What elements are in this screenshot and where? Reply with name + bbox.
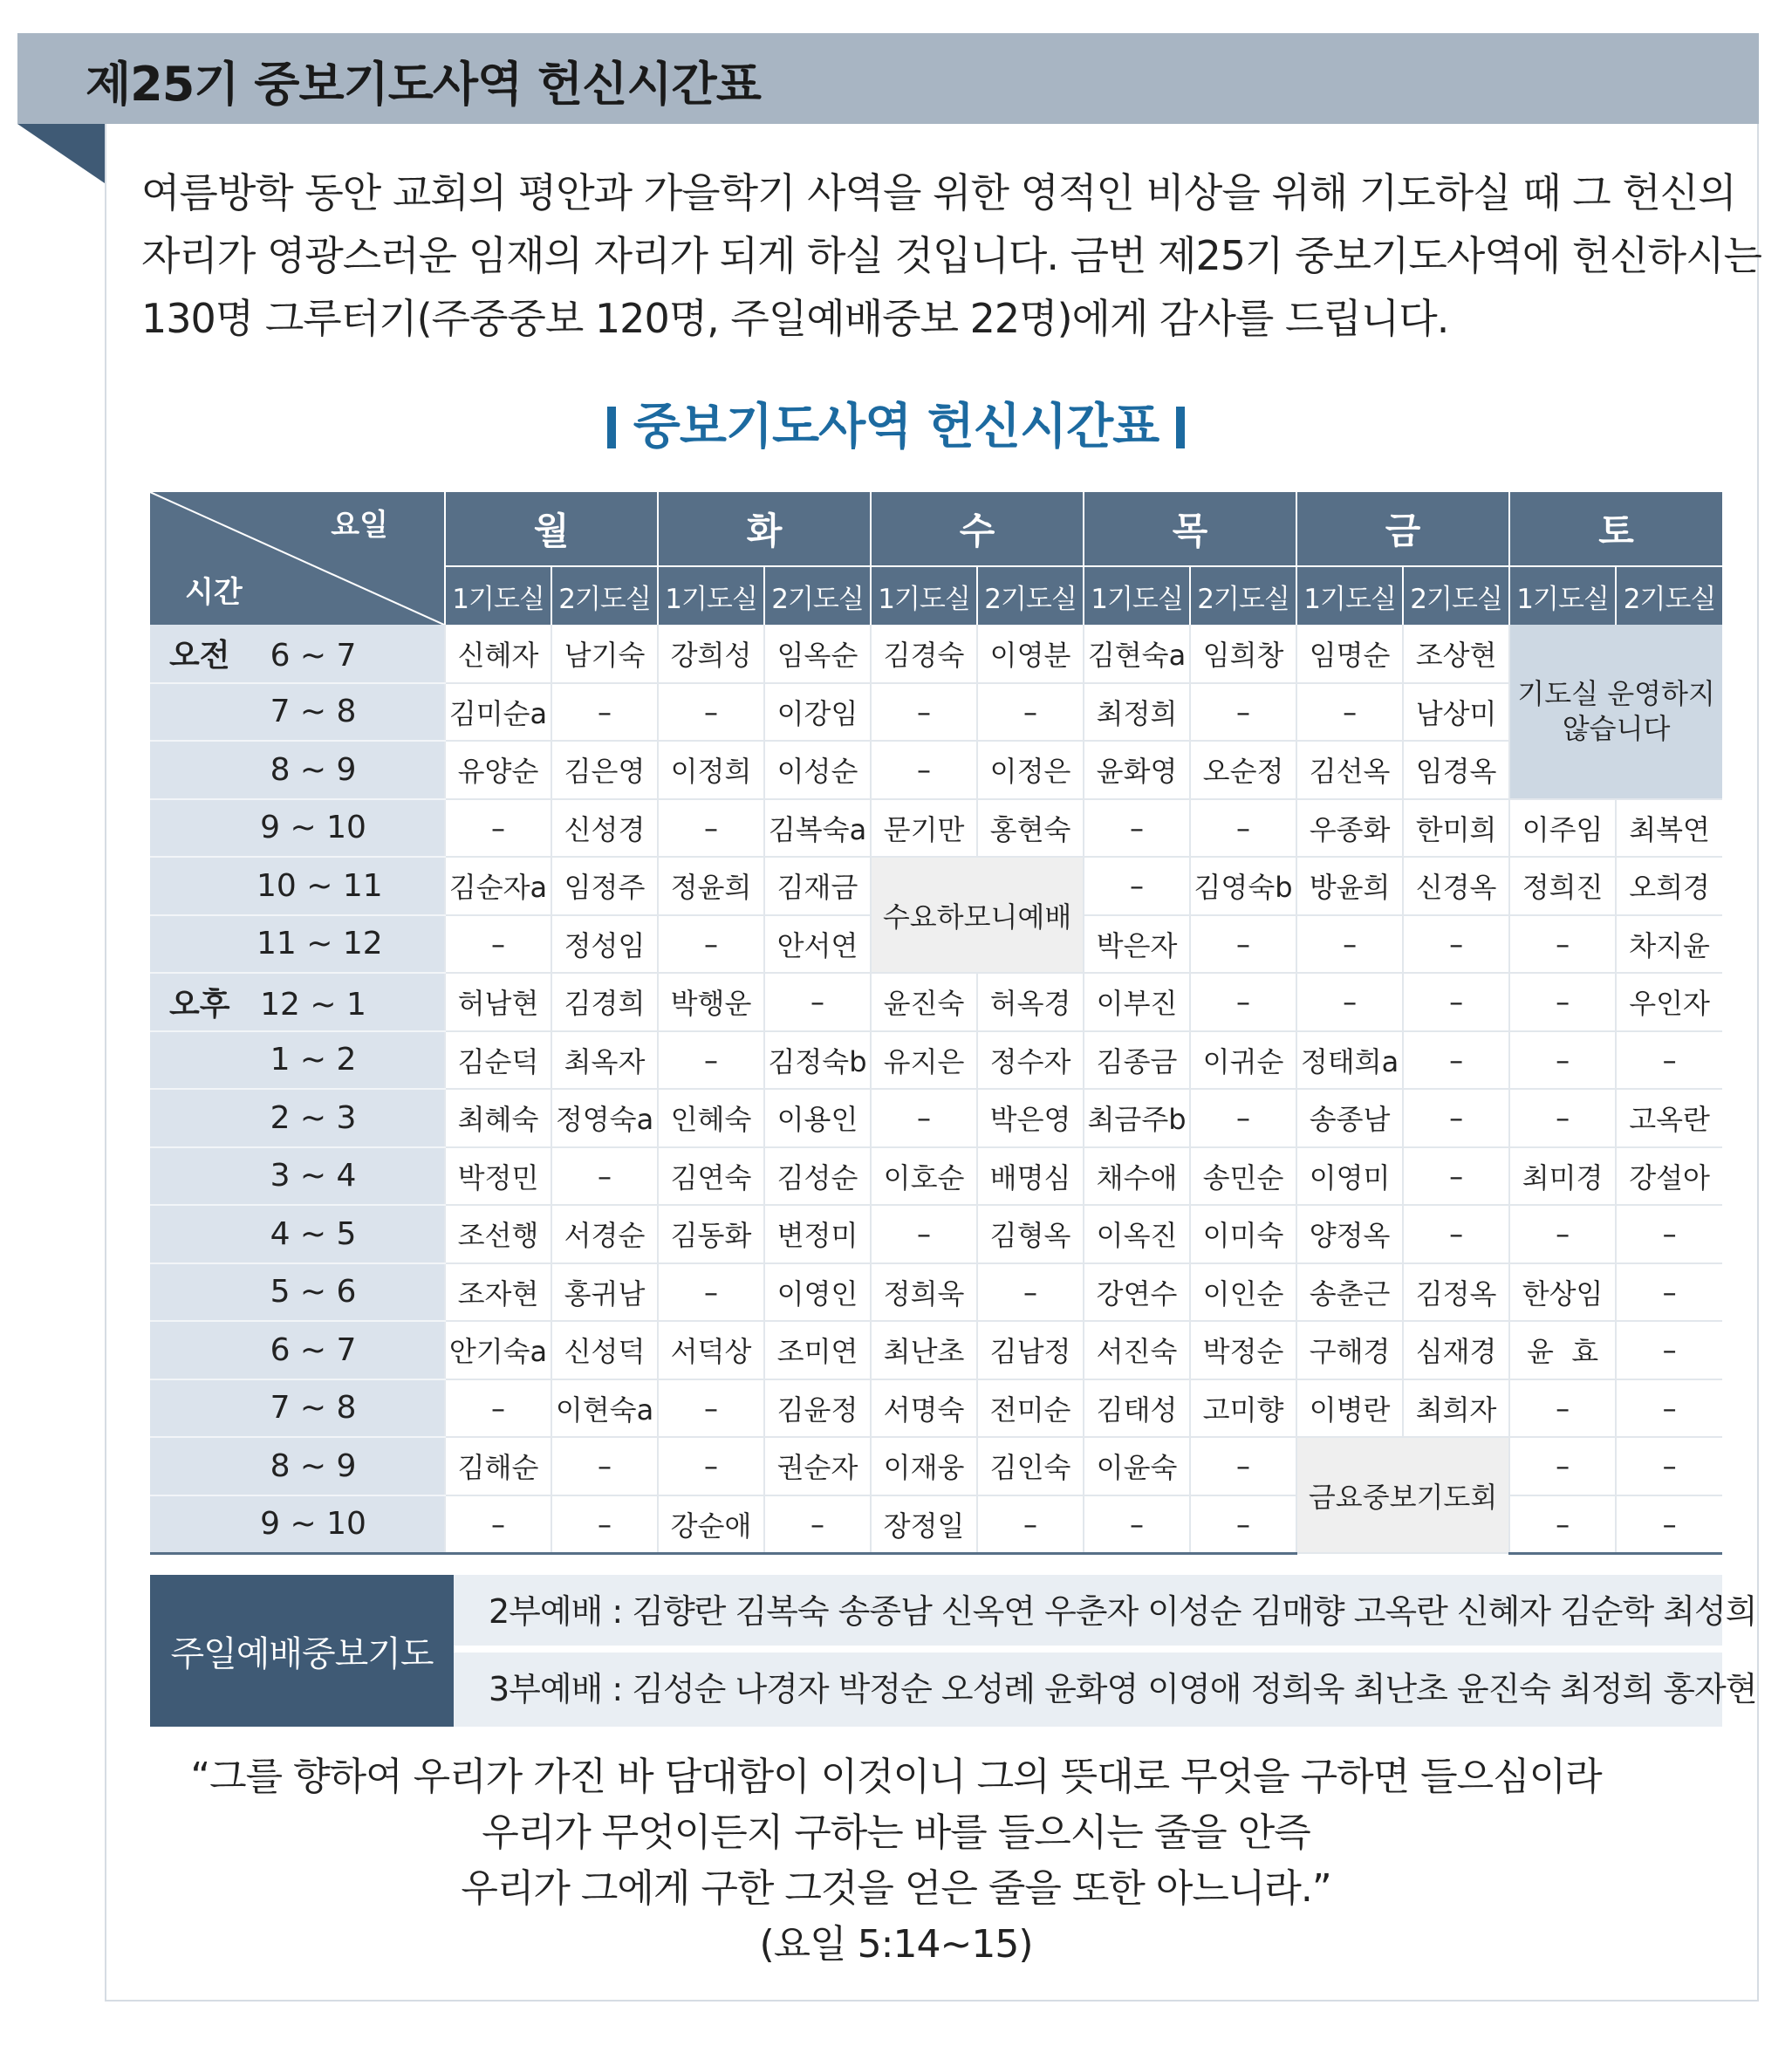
volunteer-cell: 임경옥	[1403, 741, 1509, 799]
volunteer-cell: 조상현	[1403, 625, 1509, 683]
volunteer-cell: 김정숙b	[764, 1031, 871, 1090]
volunteer-cell: 김은영	[551, 741, 658, 799]
volunteer-cell: –	[551, 683, 658, 742]
volunteer-cell: –	[1509, 1031, 1616, 1090]
volunteer-cell: –	[1190, 683, 1296, 742]
volunteer-cell: –	[658, 799, 764, 858]
volunteer-cell: 윤화영	[1084, 741, 1190, 799]
volunteer-cell: –	[1403, 1147, 1509, 1206]
volunteer-cell: –	[1616, 1379, 1722, 1438]
volunteer-cell: 강희성	[658, 625, 764, 683]
volunteer-cell: –	[871, 1205, 977, 1263]
room-header: 1기도실	[1084, 566, 1190, 625]
volunteer-cell: 최복연	[1616, 799, 1722, 858]
volunteer-cell: 이호순	[871, 1147, 977, 1206]
title-fold-decoration	[17, 124, 105, 183]
volunteer-cell: –	[445, 915, 551, 974]
verse-line: 우리가 무엇이든지 구하는 바를 들으시는 줄을 안즉	[482, 1810, 1310, 1855]
volunteer-cell: 박은자	[1084, 915, 1190, 974]
corner-day-label: 요일	[331, 508, 388, 543]
volunteer-cell: 임명순	[1296, 625, 1403, 683]
room-header: 1기도실	[658, 566, 764, 625]
volunteer-cell: 송종남	[1296, 1089, 1403, 1147]
volunteer-cell: 최미경	[1509, 1147, 1616, 1206]
volunteer-cell: 김동화	[658, 1205, 764, 1263]
volunteer-cell: 김태성	[1084, 1379, 1190, 1438]
volunteer-cell: 신혜자	[445, 625, 551, 683]
time-slot	[150, 1495, 445, 1554]
volunteer-cell: –	[1616, 1495, 1722, 1554]
volunteer-cell: 유양순	[445, 741, 551, 799]
volunteer-cell: 변정미	[764, 1205, 871, 1263]
volunteer-cell: 이영분	[977, 625, 1084, 683]
day-header: 월	[445, 492, 658, 566]
volunteer-cell: 이영미	[1296, 1147, 1403, 1206]
scripture-verse	[0, 1749, 1792, 1973]
period-label: 오전	[169, 638, 230, 674]
volunteer-cell: 조자현	[445, 1263, 551, 1322]
volunteer-cell: 이옥진	[1084, 1205, 1190, 1263]
time-range: 7 ~ 8	[270, 694, 357, 730]
time-range: 3 ~ 4	[270, 1158, 357, 1194]
volunteer-cell: 한미희	[1403, 799, 1509, 858]
volunteer-cell: 신경옥	[1403, 857, 1509, 915]
volunteer-cell: 홍귀남	[551, 1263, 658, 1322]
volunteer-cell: –	[871, 1089, 977, 1147]
volunteer-cell: 신성경	[551, 799, 658, 858]
intro-line: 여름방학 동안 교회의 평안과 가을학기 사역을 위한 영적인 비상을 위해 기도하실 때 그 헌신의	[141, 169, 1736, 216]
volunteer-cell: 서덕상	[658, 1321, 764, 1379]
verse-reference: (요일 5:14~15)	[759, 1922, 1033, 1967]
volunteer-cell: 배명심	[977, 1147, 1084, 1206]
table-row	[150, 1205, 1722, 1263]
volunteer-cell: 송민순	[1190, 1147, 1296, 1206]
volunteer-cell: 우인자	[1616, 973, 1722, 1031]
day-header: 화	[658, 492, 871, 566]
volunteer-cell: 김경희	[551, 973, 658, 1031]
volunteer-cell: 정수자	[977, 1031, 1084, 1090]
time-slot	[150, 683, 445, 742]
time-range: 8 ~ 9	[270, 751, 357, 788]
volunteer-cell: –	[1403, 973, 1509, 1031]
volunteer-cell: 최정희	[1084, 683, 1190, 742]
volunteer-cell: 이주임	[1509, 799, 1616, 858]
volunteer-cell: 임옥순	[764, 625, 871, 683]
volunteer-cell: 이용인	[764, 1089, 871, 1147]
volunteer-cell: 강설아	[1616, 1147, 1722, 1206]
volunteer-cell: 김형옥	[977, 1205, 1084, 1263]
volunteer-cell: –	[1616, 1437, 1722, 1495]
volunteer-cell: 김연숙	[658, 1147, 764, 1206]
verse-line: “그를 향하여 우리가 가진 바 담대함이 이것이니 그의 뜻대로 무엇을 구하면 들으심이라	[190, 1755, 1602, 1799]
saturday-closed-notice: 기도실 운영하지 않습니다	[1509, 625, 1722, 799]
volunteer-cell: –	[1509, 1437, 1616, 1495]
volunteer-cell: –	[445, 1379, 551, 1438]
volunteer-cell: 윤 효	[1509, 1321, 1616, 1379]
volunteer-cell: 남상미	[1403, 683, 1509, 742]
volunteer-cell: 이인순	[1190, 1263, 1296, 1322]
day-header: 금	[1296, 492, 1509, 566]
time-range: 6 ~ 7	[270, 638, 357, 674]
volunteer-cell: –	[658, 1031, 764, 1090]
volunteer-cell: 김정옥	[1403, 1263, 1509, 1322]
time-slot	[150, 1147, 445, 1206]
time-range: 10 ~ 11	[256, 867, 383, 904]
volunteer-cell: –	[658, 1263, 764, 1322]
time-slot	[150, 915, 445, 974]
volunteer-cell: 최난초	[871, 1321, 977, 1379]
volunteer-cell: –	[1403, 915, 1509, 974]
volunteer-cell: –	[658, 683, 764, 742]
volunteer-cell: –	[551, 1147, 658, 1206]
volunteer-cell: 한상임	[1509, 1263, 1616, 1322]
volunteer-cell: –	[1190, 1495, 1296, 1554]
volunteer-cell: –	[1403, 1089, 1509, 1147]
volunteer-cell: –	[1509, 1205, 1616, 1263]
volunteer-cell: 임정주	[551, 857, 658, 915]
volunteer-cell: 서경순	[551, 1205, 658, 1263]
volunteer-cell: 강연수	[1084, 1263, 1190, 1322]
volunteer-cell: 송춘근	[1296, 1263, 1403, 1322]
volunteer-cell: 김인숙	[977, 1437, 1084, 1495]
volunteer-cell: 허남현	[445, 973, 551, 1031]
volunteer-cell: 권순자	[764, 1437, 871, 1495]
volunteer-cell: –	[764, 1495, 871, 1554]
time-range: 9 ~ 10	[260, 1506, 366, 1542]
heading-bar-left	[607, 407, 616, 448]
day-header-row	[150, 492, 1722, 566]
volunteer-cell: 이현숙a	[551, 1379, 658, 1438]
table-row	[150, 1321, 1722, 1379]
volunteer-cell: 정윤희	[658, 857, 764, 915]
volunteer-cell: –	[445, 799, 551, 858]
time-slot	[150, 1031, 445, 1090]
intro-line: 자리가 영광스러운 임재의 자리가 되게 하실 것입니다. 금번 제25기 중보기도사역에 헌신하시는	[141, 232, 1761, 279]
volunteer-cell: 홍현숙	[977, 799, 1084, 858]
volunteer-cell: 김순자a	[445, 857, 551, 915]
time-slot	[150, 625, 445, 683]
room-header: 1기도실	[1296, 566, 1403, 625]
volunteer-cell: 김남정	[977, 1321, 1084, 1379]
volunteer-cell: 조미연	[764, 1321, 871, 1379]
room-header: 2기도실	[1616, 566, 1722, 625]
volunteer-cell: 윤진숙	[871, 973, 977, 1031]
period-label: 오후	[169, 986, 230, 1023]
volunteer-cell: 임희창	[1190, 625, 1296, 683]
volunteer-cell: –	[445, 1495, 551, 1554]
volunteer-cell: 강순애	[658, 1495, 764, 1554]
time-range: 6 ~ 7	[270, 1331, 357, 1368]
sunday-prayer-box	[150, 1575, 1757, 1727]
table-row	[150, 973, 1722, 1031]
room-header: 2기도실	[551, 566, 658, 625]
time-slot	[150, 857, 445, 915]
volunteer-cell: 최옥자	[551, 1031, 658, 1090]
room-header: 2기도실	[1403, 566, 1509, 625]
volunteer-cell: –	[977, 1495, 1084, 1554]
table-row	[150, 683, 1722, 742]
intro-line: 130명 그루터기(주중중보 120명, 주일예배중보 22명)에게 감사를 드립니다.	[141, 295, 1449, 342]
volunteer-cell: 정영숙a	[551, 1089, 658, 1147]
volunteer-cell: –	[1509, 1089, 1616, 1147]
time-range: 9 ~ 10	[260, 810, 366, 846]
schedule-heading-text: 중보기도사역 헌신시간표	[633, 399, 1159, 455]
corner-time-label: 시간	[185, 575, 243, 610]
volunteer-cell: 신성덕	[551, 1321, 658, 1379]
title-bar	[17, 33, 1759, 124]
time-slot	[150, 973, 445, 1031]
volunteer-cell: –	[1616, 1205, 1722, 1263]
volunteer-cell: 오희경	[1616, 857, 1722, 915]
time-range: 8 ~ 9	[270, 1447, 357, 1484]
sunday-prayer-label: 주일예배중보기도	[150, 1575, 454, 1727]
volunteer-cell: 이윤숙	[1084, 1437, 1190, 1495]
volunteer-cell: 박은영	[977, 1089, 1084, 1147]
volunteer-cell: –	[1403, 1205, 1509, 1263]
volunteer-cell: –	[1509, 1379, 1616, 1438]
volunteer-cell: –	[1403, 1031, 1509, 1090]
volunteer-cell: 서진숙	[1084, 1321, 1190, 1379]
time-slot	[150, 1205, 445, 1263]
volunteer-cell: 김해순	[445, 1437, 551, 1495]
time-range: 1 ~ 2	[270, 1042, 357, 1078]
day-header: 토	[1509, 492, 1722, 566]
wednesday-harmony-service: 수요하모니예배	[871, 857, 1084, 973]
volunteer-cell: –	[1190, 799, 1296, 858]
corner-header	[150, 492, 445, 625]
volunteer-cell: 김윤정	[764, 1379, 871, 1438]
volunteer-cell: 최희자	[1403, 1379, 1509, 1438]
verse-line: 우리가 그에게 구한 그것을 얻은 줄을 또한 아느니라.”	[461, 1866, 1331, 1911]
volunteer-cell: –	[1084, 1495, 1190, 1554]
volunteer-cell: –	[1616, 1263, 1722, 1322]
volunteer-cell: 안서연	[764, 915, 871, 974]
volunteer-cell: 김영숙b	[1190, 857, 1296, 915]
volunteer-cell: 채수애	[1084, 1147, 1190, 1206]
day-header: 수	[871, 492, 1084, 566]
volunteer-cell: 이정희	[658, 741, 764, 799]
schedule-heading	[0, 388, 1792, 458]
volunteer-cell: 구해경	[1296, 1321, 1403, 1379]
volunteer-cell: 최금주b	[1084, 1089, 1190, 1147]
volunteer-cell: 이미숙	[1190, 1205, 1296, 1263]
volunteer-cell: –	[551, 1437, 658, 1495]
time-range: 5 ~ 6	[270, 1274, 357, 1310]
volunteer-cell: 박행운	[658, 973, 764, 1031]
intro-paragraph	[141, 161, 1761, 350]
service3-list: 3부예배 : 김성순 나경자 박정순 오성례 윤화영 이영애 정희욱 최난초 윤진숙 최정희 홍자현	[454, 1653, 1722, 1727]
volunteer-cell: –	[1084, 799, 1190, 858]
volunteer-cell: 김미순a	[445, 683, 551, 742]
volunteer-cell: –	[1296, 683, 1403, 742]
table-row	[150, 1147, 1722, 1206]
volunteer-cell: –	[1190, 973, 1296, 1031]
time-slot	[150, 799, 445, 858]
time-slot	[150, 1437, 445, 1495]
friday-prayer-meeting: 금요중보기도회	[1296, 1437, 1509, 1553]
volunteer-cell: 김경숙	[871, 625, 977, 683]
service2-list: 2부예배 : 김향란 김복숙 송종남 신옥연 우춘자 이성순 김매향 고옥란 신혜자 김순학 최성희	[454, 1575, 1722, 1649]
volunteer-cell: 이병란	[1296, 1379, 1403, 1438]
volunteer-cell: 김성순	[764, 1147, 871, 1206]
room-header: 2기도실	[764, 566, 871, 625]
table-row	[150, 625, 1722, 683]
volunteer-cell: –	[1190, 915, 1296, 974]
volunteer-cell: –	[1190, 1437, 1296, 1495]
volunteer-cell: 김재금	[764, 857, 871, 915]
volunteer-cell: 방윤희	[1296, 857, 1403, 915]
time-slot	[150, 741, 445, 799]
volunteer-cell: 양정옥	[1296, 1205, 1403, 1263]
volunteer-cell: 정희진	[1509, 857, 1616, 915]
volunteer-cell: 이성순	[764, 741, 871, 799]
time-range: 7 ~ 8	[270, 1390, 357, 1427]
room-header: 1기도실	[1509, 566, 1616, 625]
volunteer-cell: –	[1084, 857, 1190, 915]
table-row	[150, 1437, 1722, 1495]
volunteer-cell: 김현숙a	[1084, 625, 1190, 683]
volunteer-cell: 정성임	[551, 915, 658, 974]
volunteer-cell: –	[871, 683, 977, 742]
volunteer-cell: 심재경	[1403, 1321, 1509, 1379]
time-slot	[150, 1089, 445, 1147]
volunteer-cell: 이부진	[1084, 973, 1190, 1031]
table-row	[150, 1031, 1722, 1090]
volunteer-cell: –	[1296, 973, 1403, 1031]
volunteer-cell: 우종화	[1296, 799, 1403, 858]
volunteer-cell: 김순덕	[445, 1031, 551, 1090]
volunteer-cell: 이정은	[977, 741, 1084, 799]
volunteer-cell: –	[1616, 1321, 1722, 1379]
volunteer-cell: 최혜숙	[445, 1089, 551, 1147]
table-row	[150, 1379, 1722, 1438]
volunteer-cell: 김종금	[1084, 1031, 1190, 1090]
time-slot	[150, 1321, 445, 1379]
volunteer-cell: 장정일	[871, 1495, 977, 1554]
time-range: 2 ~ 3	[270, 1099, 357, 1136]
room-header: 1기도실	[445, 566, 551, 625]
volunteer-cell: –	[1296, 915, 1403, 974]
volunteer-cell: 허옥경	[977, 973, 1084, 1031]
table-row	[150, 857, 1722, 915]
volunteer-cell: 오순정	[1190, 741, 1296, 799]
time-slot	[150, 1379, 445, 1438]
table-row	[150, 1263, 1722, 1322]
volunteer-cell: –	[658, 1379, 764, 1438]
volunteer-cell: 이재웅	[871, 1437, 977, 1495]
table-row	[150, 1089, 1722, 1147]
volunteer-cell: –	[1509, 973, 1616, 1031]
volunteer-cell: –	[977, 683, 1084, 742]
time-range: 11 ~ 12	[256, 926, 383, 962]
volunteer-cell: 김복숙a	[764, 799, 871, 858]
volunteer-cell: 이강임	[764, 683, 871, 742]
heading-bar-right	[1176, 407, 1185, 448]
table-row	[150, 799, 1722, 858]
volunteer-cell: 고옥란	[1616, 1089, 1722, 1147]
volunteer-cell: 고미향	[1190, 1379, 1296, 1438]
volunteer-cell: 유지은	[871, 1031, 977, 1090]
volunteer-cell: 서명숙	[871, 1379, 977, 1438]
volunteer-cell: 문기만	[871, 799, 977, 858]
volunteer-cell: –	[551, 1495, 658, 1554]
volunteer-cell: –	[977, 1263, 1084, 1322]
volunteer-cell: 정태희a	[1296, 1031, 1403, 1090]
room-header: 2기도실	[1190, 566, 1296, 625]
volunteer-cell: 차지윤	[1616, 915, 1722, 974]
volunteer-cell: –	[1509, 1495, 1616, 1554]
volunteer-cell: –	[658, 1437, 764, 1495]
table-row	[150, 741, 1722, 799]
schedule-table	[150, 492, 1722, 1555]
volunteer-cell: –	[1190, 1089, 1296, 1147]
volunteer-cell: 전미순	[977, 1379, 1084, 1438]
volunteer-cell: 안기숙a	[445, 1321, 551, 1379]
volunteer-cell: 인혜숙	[658, 1089, 764, 1147]
time-range: 12 ~ 1	[260, 986, 366, 1023]
volunteer-cell: –	[658, 915, 764, 974]
volunteer-cell: –	[764, 973, 871, 1031]
volunteer-cell: 정희욱	[871, 1263, 977, 1322]
page-title: 제25기 중보기도사역 헌신시간표	[85, 57, 761, 112]
room-header: 1기도실	[871, 566, 977, 625]
volunteer-cell: 김선옥	[1296, 741, 1403, 799]
volunteer-cell: 남기숙	[551, 625, 658, 683]
volunteer-cell: –	[871, 741, 977, 799]
volunteer-cell: 박정순	[1190, 1321, 1296, 1379]
volunteer-cell: –	[1616, 1031, 1722, 1090]
room-header: 2기도실	[977, 566, 1084, 625]
volunteer-cell: 조선행	[445, 1205, 551, 1263]
time-range: 4 ~ 5	[270, 1215, 357, 1252]
frame-border-bottom	[105, 2000, 1759, 2002]
day-header: 목	[1084, 492, 1296, 566]
volunteer-cell: 박정민	[445, 1147, 551, 1206]
volunteer-cell: –	[1509, 915, 1616, 974]
time-slot	[150, 1263, 445, 1322]
volunteer-cell: 이영인	[764, 1263, 871, 1322]
volunteer-cell: 이귀순	[1190, 1031, 1296, 1090]
